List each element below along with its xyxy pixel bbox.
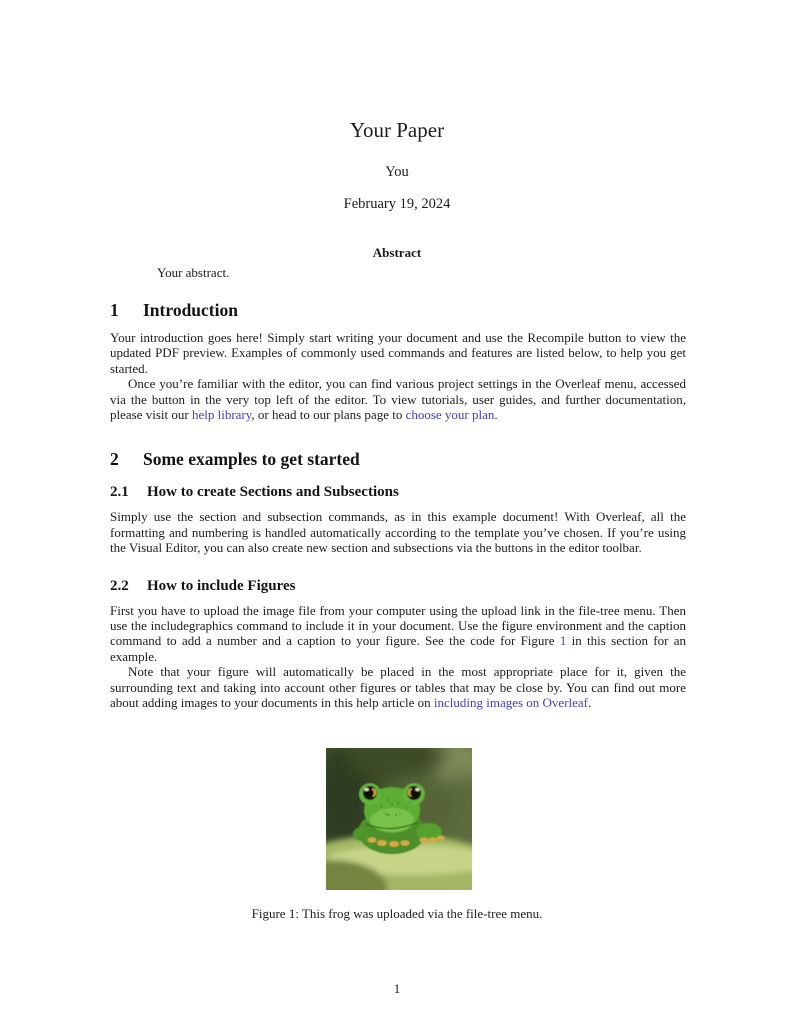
subsection-2-1-heading — [110, 483, 686, 502]
section-1-heading — [110, 299, 686, 321]
section-1-title: Introduction — [143, 300, 238, 320]
figure-1-caption: Figure 1: This frog was uploaded via the file-tree menu. — [251, 906, 543, 921]
paper-date: February 19, 2024 — [343, 196, 451, 212]
subsection-2-2-title: How to include Figures — [147, 577, 296, 594]
section-2-title: Some examples to get started — [143, 449, 360, 470]
subsection-2-1-number: 2.1 — [110, 484, 129, 501]
subsection-2-2-paragraph-2: Note that your figure will automatically be placed in the most appropriate place for it, given the surrounding text and taking into account other figures or tables that may be close by. You can find out more about adding images to your documents in this help article on including images on Overleaf. — [110, 664, 686, 711]
abstract-text: Your abstract. — [157, 265, 230, 280]
subsection-2-1-paragraph-1: Simply use the section and subsection commands, as in this example document! With Overleaf, all the formatting and numbering is handled automatically according to the template you’ve chosen. If you’re using the Visual Editor, you can also create new section and subsections via the buttons in the editor toolbar. — [110, 509, 686, 556]
text-link[interactable]: help library — [191, 407, 252, 423]
section-1-number: 1 — [110, 300, 119, 320]
text-link[interactable]: 1 — [559, 633, 567, 649]
body-column — [110, 299, 686, 711]
frog-photo-graphic — [326, 748, 472, 890]
subsection-2-2-number: 2.2 — [110, 577, 129, 594]
section-1-paragraph-1: Your introduction goes here! Simply start writing your document and use the Recompile button to view the updated PDF preview. Examples of commonly used commands and features are listed below, to help you get started. — [110, 330, 686, 376]
subsection-2-2-paragraph-1: First you have to upload the image file from your computer using the upload link in the file-tree menu. Then use the includegraphics command to include it in your document. Use the figure environment and the caption command to add a number and a caption to your figure. See the code for Figure 1 in this section for an example. — [110, 602, 686, 664]
figure-1-frog-image — [326, 748, 472, 890]
paper-title: Your Paper — [349, 118, 445, 142]
text-link[interactable]: choose your plan — [405, 407, 495, 423]
paper-author: You — [385, 164, 409, 180]
page-number: 1 — [393, 981, 401, 996]
subsection-2-1-title: How to create Sections and Subsections — [147, 484, 399, 501]
subsection-2-2-heading — [110, 577, 686, 596]
section-1-paragraph-2: Once you’re familiar with the editor, you can find various project settings in the Overleaf menu, accessed via the button in the very top left of the editor. To view tutorials, user guides, and further documentation, please visit our help library, or head to our plans page to choose your plan. — [110, 376, 686, 423]
section-2-heading — [110, 448, 686, 470]
abstract-heading: Abstract — [372, 245, 422, 260]
text-link[interactable]: including images on Overleaf — [433, 695, 589, 711]
section-2-number: 2 — [110, 449, 119, 470]
